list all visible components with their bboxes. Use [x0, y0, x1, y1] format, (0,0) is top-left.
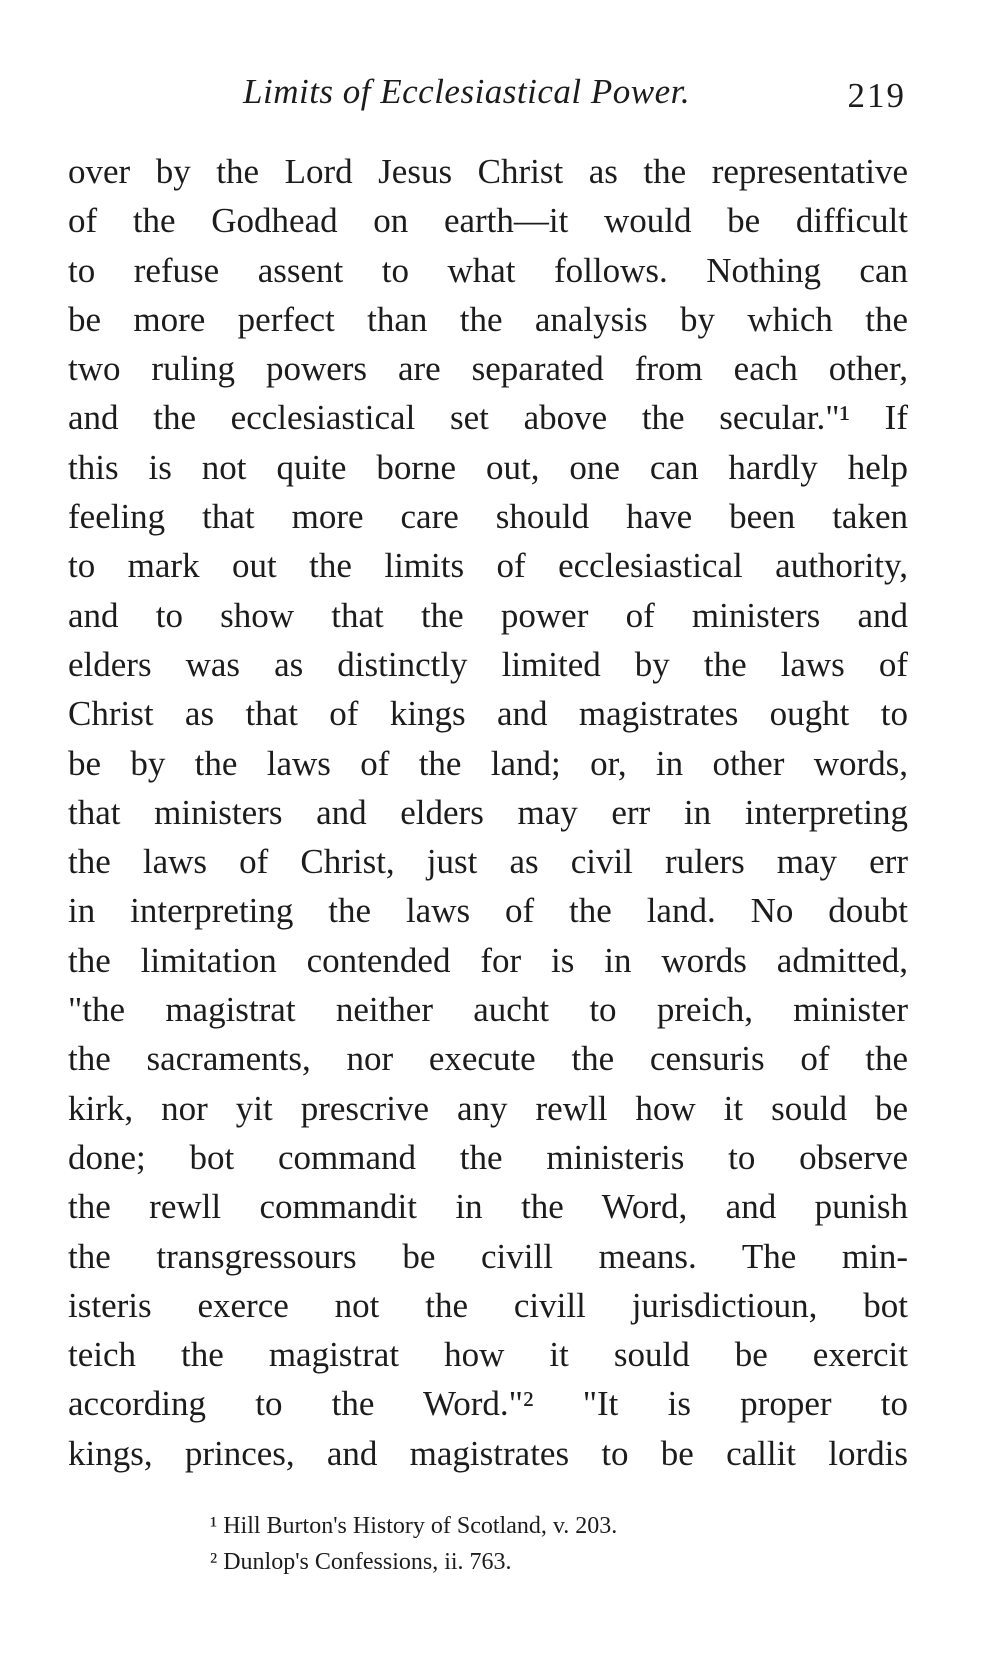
- text-line: of the Godhead on earth—it would be difficult: [68, 201, 908, 241]
- text-line: and to show that the power of ministers and: [68, 595, 908, 635]
- text-line: two ruling powers are separated from each other,: [68, 349, 908, 389]
- text-line: and the ecclesiastical set above the secular."¹ If: [68, 398, 908, 438]
- text-line: kings, princes, and magistrates to be callit lordis: [68, 1433, 908, 1473]
- text-line: teich the magistrat how it sould be exercit: [68, 1335, 908, 1375]
- text-line: isteris exerce not the civill jurisdictioun, bot: [68, 1285, 908, 1325]
- text-line: the limitation contended for is in words admitted,: [68, 940, 908, 980]
- text-line: over by the Lord Jesus Christ as the representative: [68, 152, 908, 191]
- running-title: Limits of Ecclesiastical Power.: [243, 72, 691, 111]
- text-line: done; bot command the ministeris to observe: [68, 1137, 908, 1177]
- text-line: the rewll commandit in the Word, and punish: [68, 1187, 908, 1227]
- text-line: to mark out the limits of ecclesiastical authority,: [68, 546, 908, 586]
- text-line: according to the Word."² "It is proper to: [68, 1384, 908, 1424]
- footnote-1: ¹ Hill Burton's History of Scotland, v. 203.: [210, 1513, 618, 1539]
- text-line: that ministers and elders may err in interpreting: [68, 792, 908, 832]
- text-line: in interpreting the laws of the land. No doubt: [68, 891, 908, 931]
- body-text: [68, 147, 908, 1478]
- footnotes: [210, 1508, 860, 1580]
- footnote-2: ² Dunlop's Confessions, ii. 763.: [210, 1549, 512, 1575]
- text-line: this is not quite borne out, one can hardly help: [68, 447, 908, 487]
- text-line: to refuse assent to what follows. Nothing can: [68, 250, 908, 290]
- text-line: be more perfect than the analysis by which the: [68, 299, 908, 339]
- running-head: [68, 72, 908, 122]
- text-line: be by the laws of the land; or, in other words,: [68, 743, 908, 783]
- text-line: the transgressours be civill means. The min-: [68, 1236, 908, 1276]
- text-line: feeling that more care should have been taken: [68, 497, 908, 537]
- text-line: kirk, nor yit prescrive any rewll how it sould be: [68, 1088, 908, 1128]
- text-line: "the magistrat neither aucht to preich, minister: [68, 990, 908, 1030]
- text-line: the laws of Christ, just as civil rulers may err: [68, 842, 908, 882]
- page-number: 219: [847, 76, 906, 115]
- text-line: elders was as distinctly limited by the laws of: [68, 644, 908, 684]
- text-line: the sacraments, nor execute the censuris of the: [68, 1039, 908, 1079]
- text-line: Christ as that of kings and magistrates ought to: [68, 694, 908, 734]
